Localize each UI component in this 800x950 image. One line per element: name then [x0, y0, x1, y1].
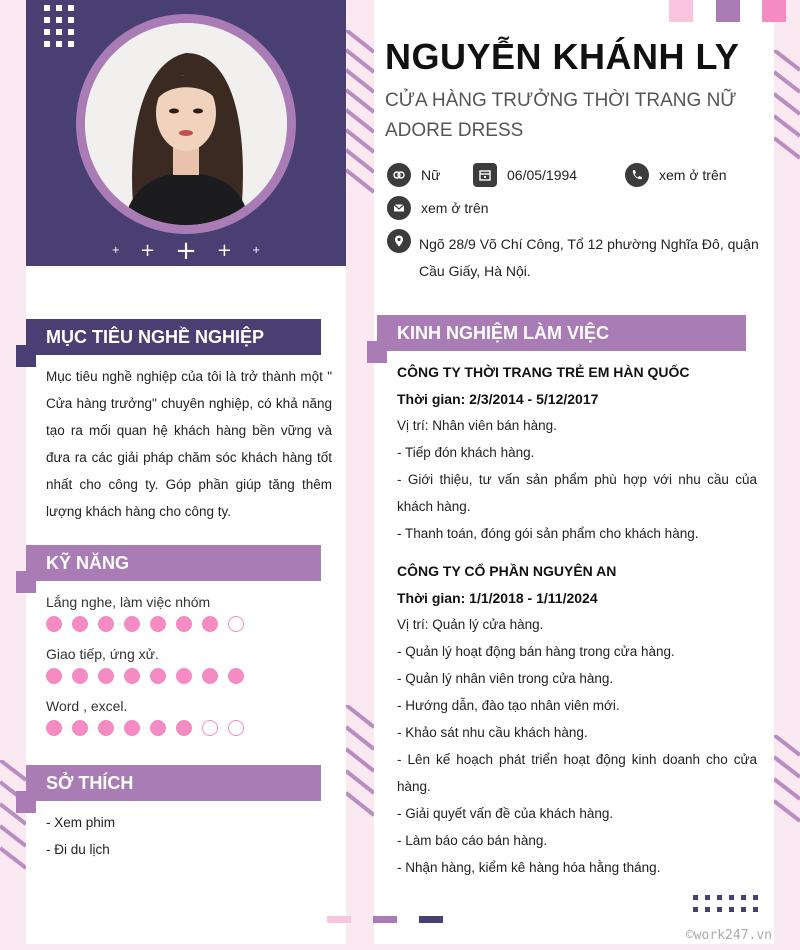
job-duty-line: - Giải quyết vấn đề của khách hàng.	[397, 806, 614, 821]
job-title: CỬA HÀNG TRƯỞNG THỜI TRANG NỮ ADORE DRESS	[385, 90, 737, 141]
gender-value: Nữ	[421, 167, 441, 183]
diagonal-stripes-decoration	[774, 50, 800, 170]
plus-decoration: + + + + +	[111, 235, 261, 266]
job-duty-line: - Khảo sát nhu cầu khách hàng.	[397, 725, 588, 740]
skill-name: Giao tiếp, ứng xử.	[46, 646, 159, 662]
hobbies-heading: SỞ THÍCH	[26, 765, 321, 801]
phone-value: xem ở trên	[659, 167, 727, 183]
skill-dot-filled	[46, 720, 62, 736]
bottom-frame-stripe	[0, 944, 800, 950]
company-name: CÔNG TY CỔ PHẦN NGUYÊN AN	[397, 563, 617, 579]
skill-dot-filled	[98, 720, 114, 736]
gender-info	[387, 163, 440, 187]
skill-dot-filled	[124, 668, 140, 684]
job-duty-line: - Quản lý nhân viên trong cửa hàng.	[397, 671, 614, 686]
email-value: xem ở trên	[421, 200, 489, 216]
skill-dot-filled	[150, 668, 166, 684]
diagonal-stripes-decoration	[346, 705, 374, 845]
email-info	[387, 196, 489, 220]
decor-square	[762, 0, 786, 22]
skill-dot-filled	[202, 616, 218, 632]
mail-icon	[387, 196, 411, 220]
skill-dot-empty	[202, 720, 218, 736]
skill-rating	[46, 668, 244, 684]
skill-dot-filled	[150, 616, 166, 632]
diagonal-stripes-decoration	[346, 30, 374, 200]
job-duty-line: - Giới thiệu, tư vấn sản phẩm phù hợp với nhu cầu của khách hàng.	[397, 472, 757, 514]
job-duties	[397, 412, 757, 547]
job-duty-line: - Tiếp đón khách hàng.	[397, 445, 535, 460]
skill-dot-filled	[46, 616, 62, 632]
skill-dot-empty	[228, 616, 244, 632]
job-period: Thời gian: 2/3/2014 - 5/12/2017	[397, 391, 599, 407]
job-duty-line: Vị trí: Nhân viên bán hàng.	[397, 418, 557, 433]
decor-square	[669, 0, 693, 22]
birthdate-info	[473, 163, 577, 187]
phone-icon	[625, 163, 649, 187]
skill-dot-filled	[176, 668, 192, 684]
hobby-item: - Đi du lịch	[46, 842, 110, 857]
skill-dot-filled	[150, 720, 166, 736]
job-duty-line: Vị trí: Quản lý cửa hàng.	[397, 617, 544, 632]
company-name: CÔNG TY THỜI TRANG TRẺ EM HÀN QUỐC	[397, 364, 690, 380]
experience-heading: KINH NGHIỆM LÀM VIỆC	[377, 315, 746, 351]
skill-dot-filled	[176, 616, 192, 632]
objective-heading: MỤC TIÊU NGHỀ NGHIỆP	[26, 319, 321, 355]
skill-rating	[46, 720, 244, 736]
skill-dot-filled	[98, 668, 114, 684]
skills-heading: KỸ NĂNG	[26, 545, 321, 581]
birthdate-value: 06/05/1994	[507, 167, 578, 183]
skill-dot-filled	[98, 616, 114, 632]
skill-dot-empty	[228, 720, 244, 736]
diagonal-stripes-decoration	[0, 760, 26, 870]
portrait-image	[85, 23, 287, 225]
job-duties	[397, 611, 757, 881]
phone-info	[625, 163, 727, 187]
job-duty-line: - Nhận hàng, kiểm kê hàng hóa hằng tháng.	[397, 860, 661, 875]
person-name: NGUYỄN KHÁNH LY	[385, 36, 740, 77]
dot-grid-decoration	[44, 5, 74, 47]
job-duty-line: - Lên kế hoạch phát triển hoạt động kinh doanh cho cửa hàng.	[397, 752, 757, 794]
address-info	[387, 229, 421, 253]
skill-dot-filled	[228, 668, 244, 684]
skill-name: Lắng nghe, làm việc nhóm	[46, 594, 211, 610]
avatar	[85, 23, 287, 225]
job-duty-line: - Thanh toán, đóng gói sản phẩm cho khách hàng.	[397, 526, 699, 541]
gender-icon	[387, 163, 411, 187]
watermark: ©work247.vn	[685, 928, 772, 943]
diagonal-stripes-decoration	[774, 735, 800, 845]
skill-name: Word , excel.	[46, 698, 128, 714]
skill-dot-filled	[124, 720, 140, 736]
skill-dot-filled	[46, 668, 62, 684]
job-period: Thời gian: 1/1/2018 - 1/11/2024	[397, 590, 598, 606]
skill-rating	[46, 616, 244, 632]
location-icon	[387, 229, 411, 253]
address-value: Ngõ 28/9 Võ Chí Công, Tổ 12 phường Nghĩa Đô, quận Cầu Giấy, Hà Nội.	[419, 236, 759, 279]
objective-text: Mục tiêu nghề nghiệp của tôi là trở thành một " Cửa hàng trưởng" chuyên nghiệp, có khả năng tạo ra mối quan hệ khách hàng bền vững và đưa ra các giải pháp chăm sóc khách hàng tốt nhất cho công ty. Góp phần giúp tăng thêm lượng khách hàng cho công ty.	[46, 369, 332, 519]
job-duty-line: - Quản lý hoạt động bán hàng trong cửa hàng.	[397, 644, 675, 659]
decor-square	[716, 0, 740, 22]
hobby-item: - Xem phim	[46, 815, 116, 830]
job-duty-line: - Làm báo cáo bán hàng.	[397, 833, 548, 848]
skill-dot-filled	[124, 616, 140, 632]
avatar-frame	[76, 14, 296, 234]
calendar-icon	[473, 163, 497, 187]
skill-dot-filled	[72, 616, 88, 632]
skill-dot-filled	[72, 720, 88, 736]
skill-dot-filled	[72, 668, 88, 684]
dot-grid-decoration	[693, 895, 758, 912]
skill-dot-filled	[176, 720, 192, 736]
job-duty-line: - Hướng dẫn, đào tạo nhân viên mới.	[397, 698, 620, 713]
skill-dot-filled	[202, 668, 218, 684]
photo-header-block	[26, 0, 346, 266]
